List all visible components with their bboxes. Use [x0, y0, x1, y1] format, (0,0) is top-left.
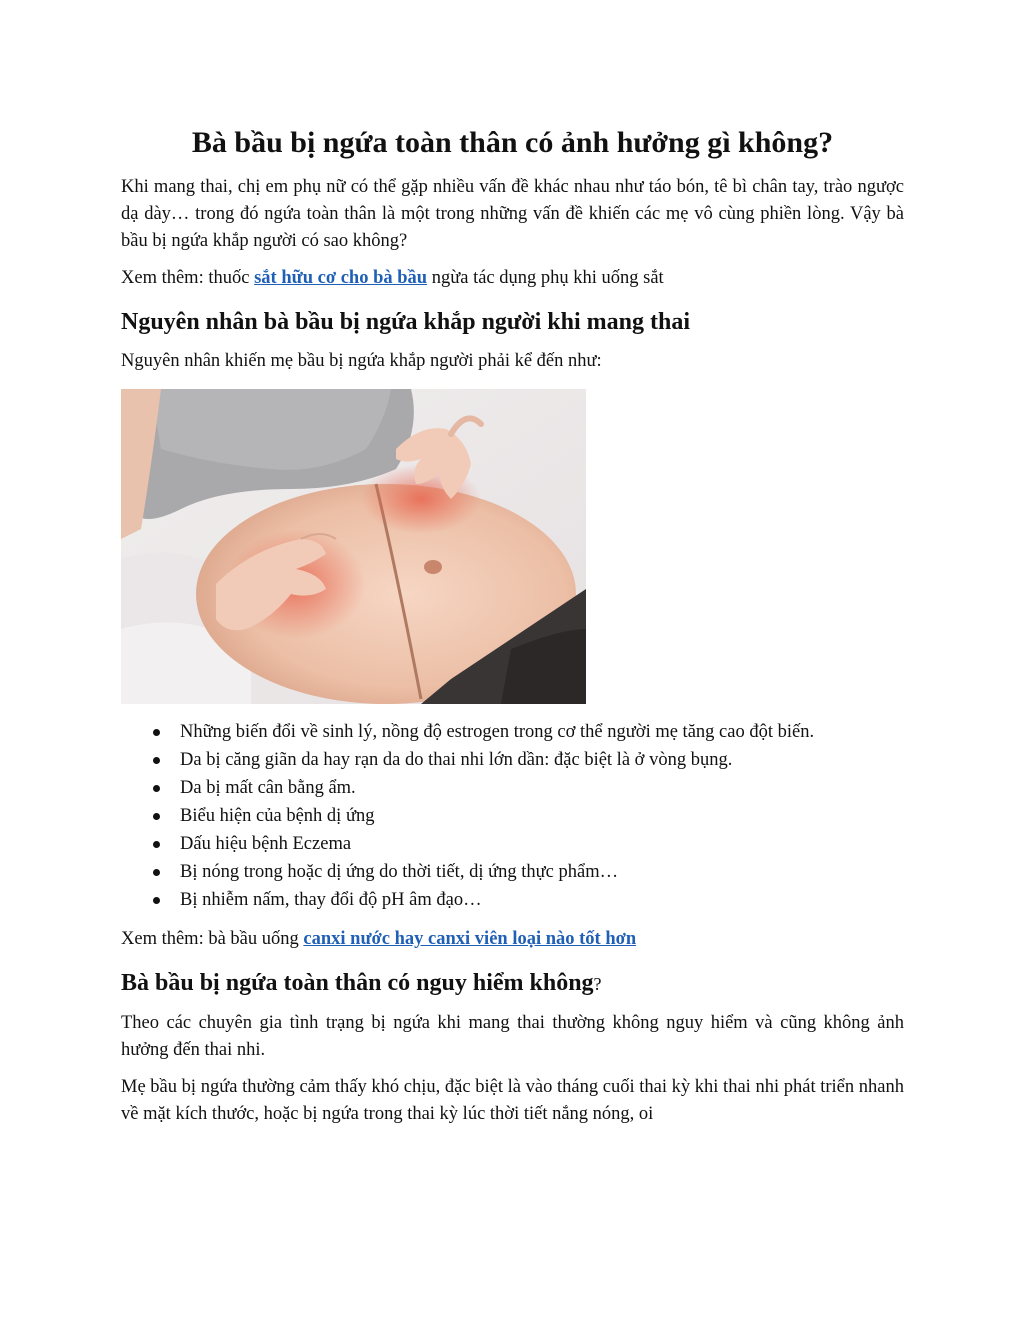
- intro-paragraph: Khi mang thai, chị em phụ nữ có thể gặp nhiều vấn đề khác nhau như táo bón, tê bì chân tay, trào ngược dạ dày… trong đó ngứa toàn thân là một trong những vấn đề khiến các mẹ vô cùng phiền lòng. Vậy bà bầu bị ngứa khắp người có sao không?: [121, 177, 904, 251]
- calcium-comparison-link[interactable]: canxi nước hay canxi viên loại nào tốt hơn: [303, 929, 637, 949]
- list-item-text: Bị nhiễm nấm, thay đổi độ pH âm đạo…: [180, 890, 482, 910]
- document-content: [121, 124, 904, 1138]
- list-item-text: Da bị căng giãn da hay rạn da do thai nhi lớn dần: đặc biệt là ở vòng bụng.: [180, 750, 733, 770]
- pregnant-belly-photo: [121, 389, 586, 704]
- list-item: [180, 886, 904, 914]
- bullet-icon: [153, 841, 160, 848]
- list-item-text: Da bị mất cân bằng ẩm.: [180, 778, 356, 798]
- bullet-icon: [153, 897, 160, 904]
- list-item: [180, 746, 904, 774]
- list-item-text: Dấu hiệu bệnh Eczema: [180, 834, 352, 854]
- list-item: [180, 858, 904, 886]
- causes-list: [121, 718, 904, 914]
- list-item: [180, 802, 904, 830]
- bullet-icon: [153, 729, 160, 736]
- list-item: [180, 774, 904, 802]
- section1-lead: Nguyên nhân khiến mẹ bầu bị ngứa khắp người phải kể đến như:: [121, 351, 602, 371]
- list-item: [180, 718, 904, 746]
- list-item-text: Biểu hiện của bệnh dị ứng: [180, 806, 375, 826]
- page-title: Bà bầu bị ngứa toàn thân có ảnh hưởng gì không?: [191, 126, 834, 159]
- bullet-icon: [153, 813, 160, 820]
- see-more-1-prefix: Xem thêm: thuốc: [121, 268, 255, 288]
- see-more-1-suffix: ngừa tác dụng phụ khi uống sắt: [427, 268, 664, 288]
- list-item-text: Những biến đổi về sinh lý, nồng độ estrogen trong cơ thể người mẹ tăng cao đột biến.: [180, 722, 815, 742]
- section2-paragraph-2: Mẹ bầu bị ngứa thường cảm thấy khó chịu, đặc biệt là vào tháng cuối thai kỳ khi thai nhi phát triển nhanh về mặt kích thước, hoặc bị ngứa trong thai kỳ lúc thời tiết nắng nóng, oi: [121, 1077, 904, 1124]
- see-more-2-prefix: Xem thêm: bà bầu uống: [121, 929, 304, 949]
- list-item-text: Bị nóng trong hoặc dị ứng do thời tiết, dị ứng thực phẩm…: [180, 862, 619, 882]
- list-item: [180, 830, 904, 858]
- see-more-1: [121, 265, 904, 292]
- section1-heading: Nguyên nhân bà bầu bị ngứa khắp người khi mang thai: [121, 309, 690, 335]
- bullet-icon: [153, 869, 160, 876]
- see-more-2: [121, 926, 904, 953]
- iron-supplement-link[interactable]: sắt hữu cơ cho bà bầu: [254, 268, 428, 288]
- section2-paragraph-1: Theo các chuyên gia tình trạng bị ngứa khi mang thai thường không nguy hiểm và cũng không ảnh hưởng đến thai nhi.: [121, 1013, 904, 1060]
- section2-heading-tail: ?: [593, 974, 602, 994]
- bullet-icon: [153, 785, 160, 792]
- section2-heading: [121, 967, 904, 1000]
- bullet-icon: [153, 757, 160, 764]
- section2-heading-text: Bà bầu bị ngứa toàn thân có nguy hiểm không: [121, 970, 594, 996]
